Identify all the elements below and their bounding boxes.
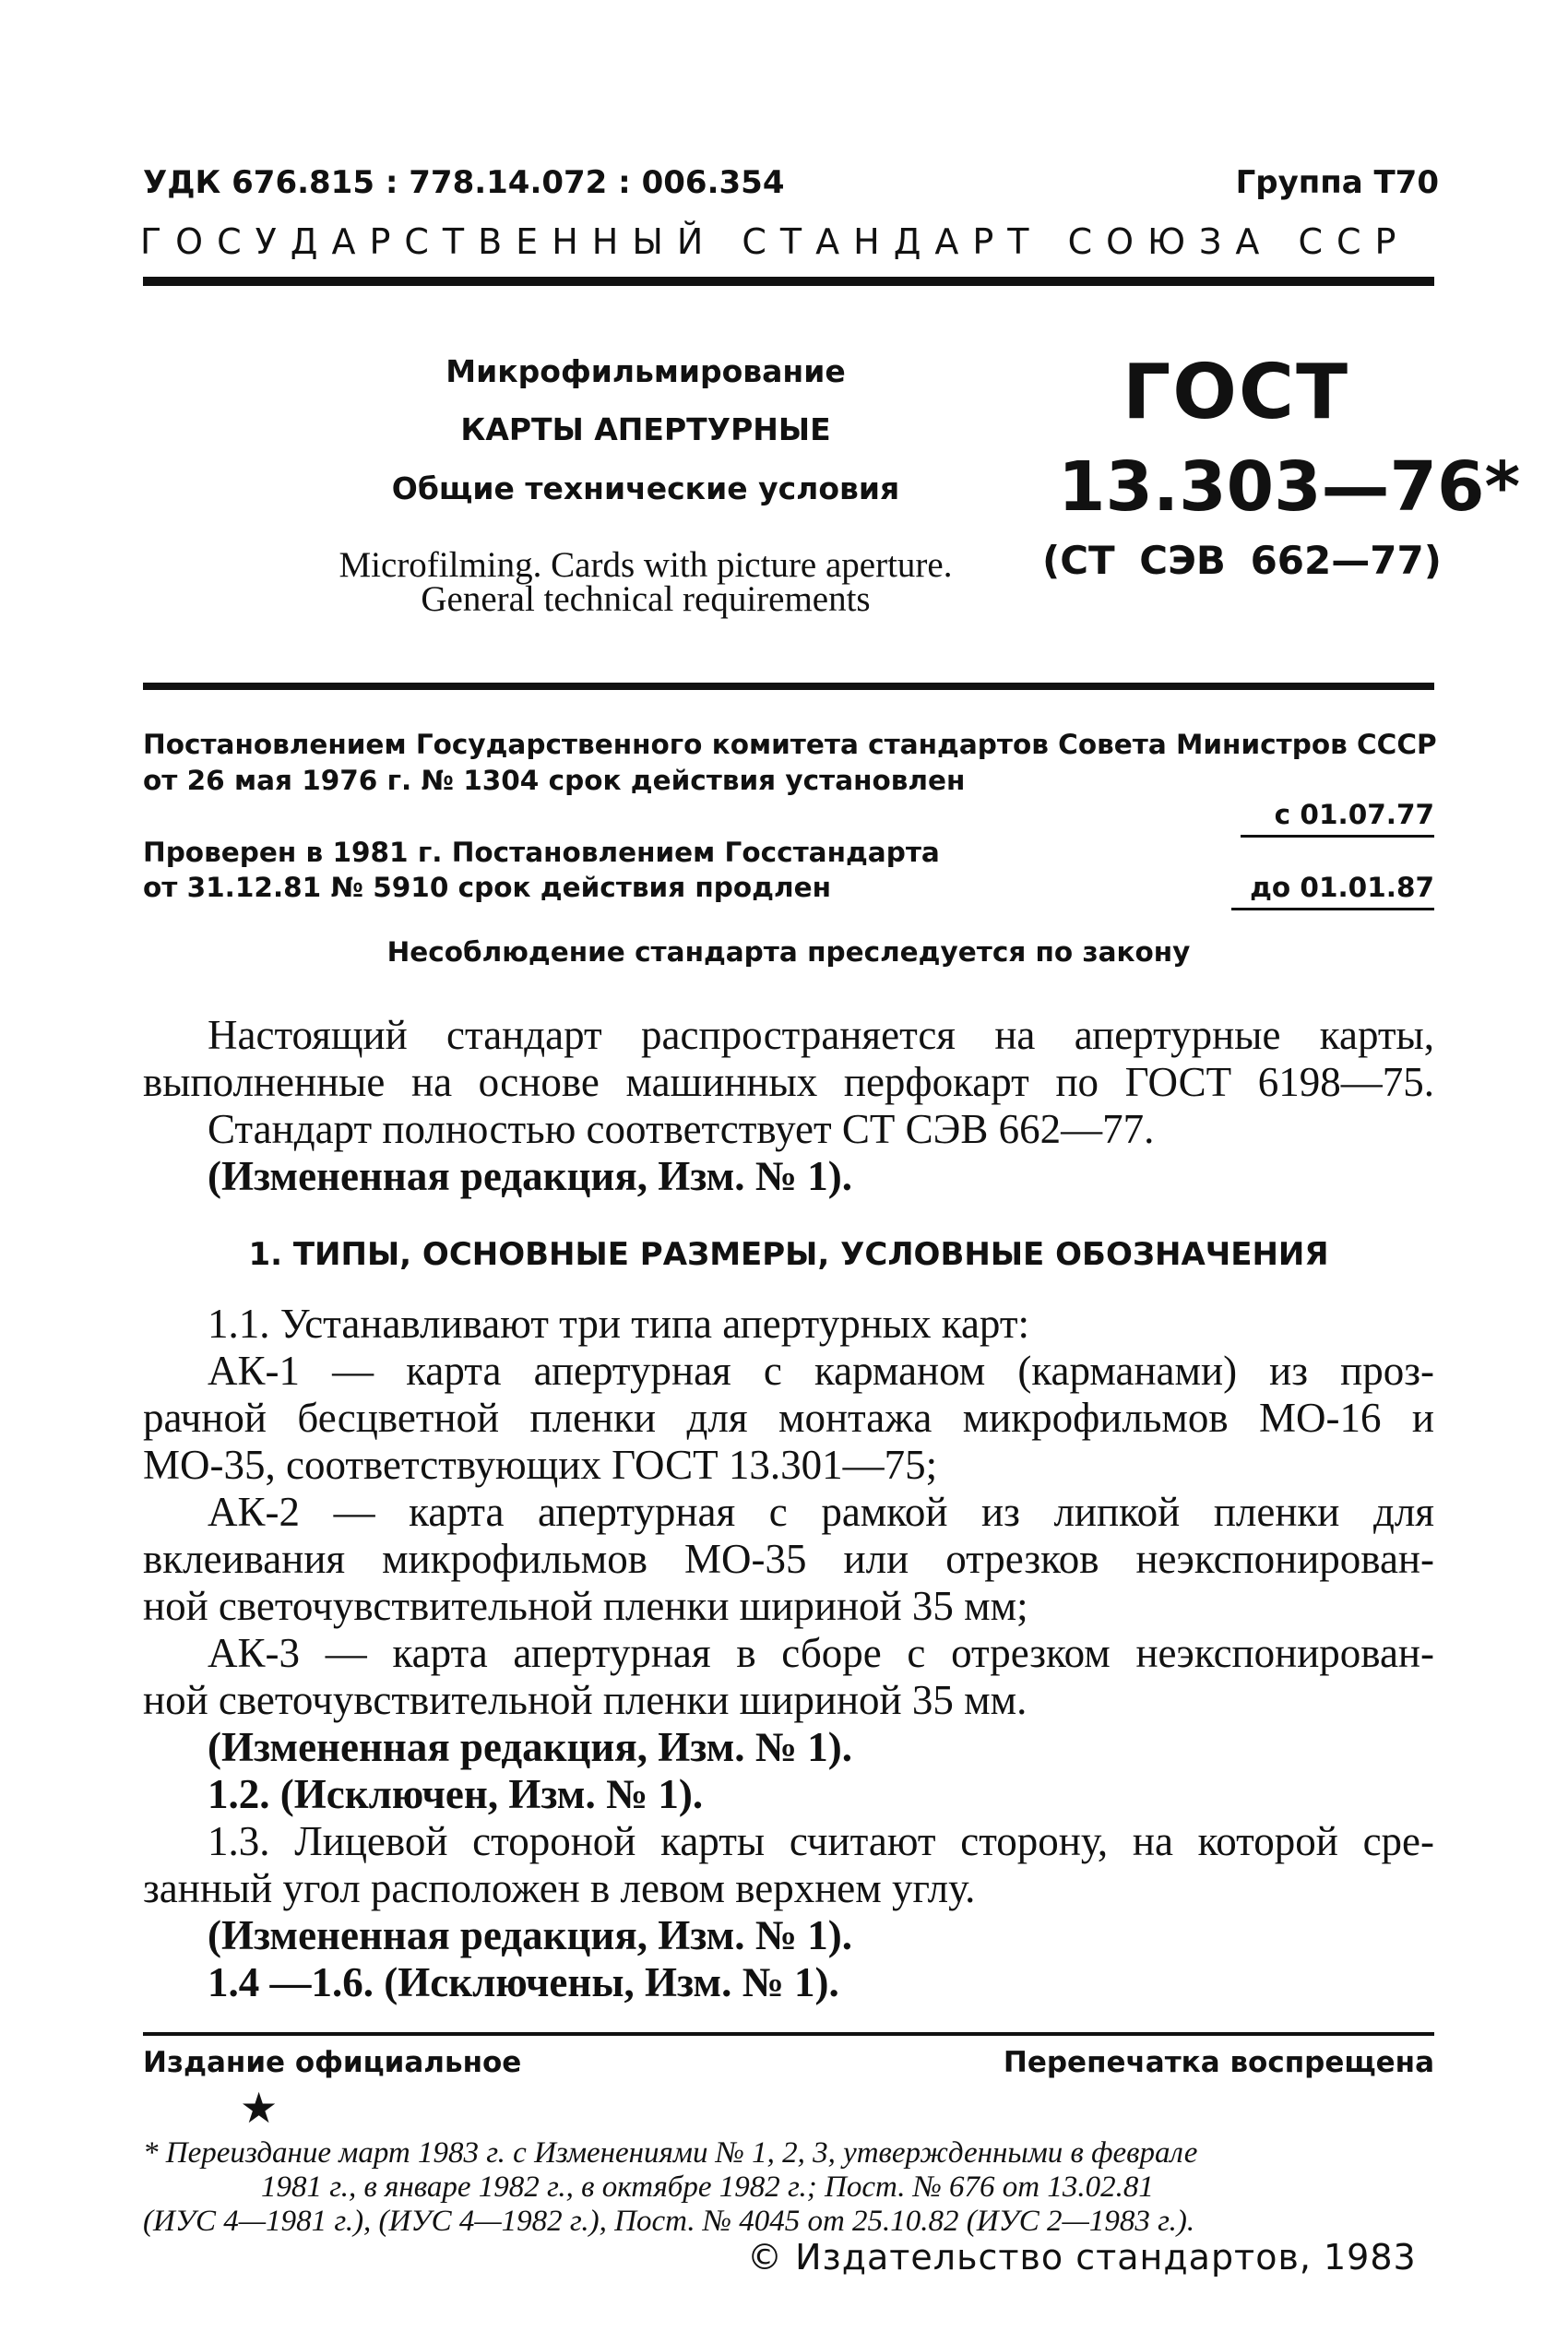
clause-line: АК-2 — карта апертурная с рамкой из липкой пленки для <box>208 1489 1434 1535</box>
decree-line1: Постановлением Государственного комитета стандартов Совета Министров СССР <box>143 729 1437 760</box>
compliance-warning: Несоблюдение стандарта преследуется по закону <box>386 936 1191 968</box>
udk-code: УДК 676.815 : 778.14.072 : 006.354 <box>143 164 785 201</box>
copyright: © Издательство стандартов, 1983 <box>747 2237 1417 2277</box>
clause-line: рачной бесцветной пленки для монтажа микрофильмов МО-16 и <box>143 1395 1434 1441</box>
decree-line2: от 26 мая 1976 г. № 1304 срок действия установлен <box>143 765 966 796</box>
english-title-line2: General technical requirements <box>421 579 871 619</box>
star-icon: ★ <box>240 2083 279 2133</box>
state-standard-banner: ГОСУДАРСТВЕННЫЙ СТАНДАРТ СОЮЗА ССР <box>140 221 1410 262</box>
checked-line2: от 31.12.81 № 5910 срок действия продлен <box>143 872 831 903</box>
group-code: Группа Т70 <box>1235 164 1439 201</box>
intro-line: Настоящий стандарт распространяется на апертурные карты, <box>208 1012 1434 1058</box>
english-title-line1: Microfilming. Cards with picture aperture. <box>339 545 953 585</box>
section-heading: 1. ТИПЫ, ОСНОВНЫЕ РАЗМЕРЫ, УСЛОВНЫЕ ОБОЗНАЧЕНИЯ <box>248 1236 1329 1273</box>
intro-paragraph <box>143 1012 1434 1200</box>
clause-line: вклеивания микрофильмов МО-35 или отрезков неэкспонирован- <box>143 1536 1434 1582</box>
clause-line: МО-35, соответствующих ГОСТ 13.301—75; <box>143 1442 938 1488</box>
amendment-note: (Измененная редакция, Изм. № 1). <box>208 1724 853 1770</box>
amendment-note: 1.4 —1.6. (Исключены, Изм. № 1). <box>208 1959 839 2005</box>
clause-line: 1.3. Лицевой стороной карты считают сторону, на которой сре- <box>208 1818 1434 1864</box>
intro-amendment-note: (Измененная редакция, Изм. № 1). <box>208 1153 853 1199</box>
subject-heading: Микрофильмирование <box>445 353 846 389</box>
section1-body <box>143 1301 1434 2006</box>
valid-to-underline <box>1231 908 1434 910</box>
st-sev-reference: (СТ СЭВ 662—77) <box>1042 538 1442 583</box>
clause-line: занный угол расположен в левом верхнем углу. <box>143 1865 976 1911</box>
checked-line1: Проверен в 1981 г. Постановлением Госстандарта <box>143 837 940 868</box>
title-block-rule <box>143 683 1434 690</box>
clause-line: АК-3 — карта апертурная в сборе с отрезком неэкспонирован- <box>208 1630 1434 1676</box>
clause-line: ной светочувствительной пленки шириной 35 мм. <box>143 1677 1028 1723</box>
clause-line: 1.1. Устанавливают три типа апертурных карт: <box>208 1301 1029 1347</box>
valid-to-date: до 01.01.87 <box>1250 872 1434 903</box>
document-subtitle: Общие технические условия <box>391 470 900 506</box>
gost-label: ГОСТ <box>1122 349 1350 436</box>
reissue-note-line1: * Переиздание март 1983 г. с Изменениями № 1, 2, 3, утвержденными в феврале <box>143 2136 1198 2170</box>
reissue-note-line2: 1981 г., в январе 1982 г., в октябре 1982 г.; Пост. № 676 от 13.02.81 <box>261 2170 1154 2204</box>
official-edition: Издание официальное <box>143 2046 522 2079</box>
header-rule <box>143 277 1434 286</box>
valid-from-date: с 01.07.77 <box>1274 799 1434 830</box>
amendment-note: 1.2. (Исключен, Изм. № 1). <box>208 1771 704 1817</box>
reprint-prohibited: Перепечатка воспрещена <box>1003 2046 1434 2079</box>
intro-line: Стандарт полностью соответствует СТ СЭВ 662—77. <box>208 1106 1155 1152</box>
footer-rule <box>143 2032 1434 2036</box>
document-title: КАРТЫ АПЕРТУРНЫЕ <box>460 411 831 447</box>
amendment-note: (Измененная редакция, Изм. № 1). <box>208 1912 853 1958</box>
reissue-note-line3: (ИУС 4—1981 г.), (ИУС 4—1982 г.), Пост. № 4045 от 25.10.82 (ИУС 2—1983 г.). <box>143 2205 1195 2238</box>
valid-from-underline <box>1241 835 1434 838</box>
intro-line: выполненные на основе машинных перфокарт по ГОСТ 6198—75. <box>143 1059 1434 1105</box>
clause-line: ной светочувствительной пленки шириной 35 мм; <box>143 1583 1028 1629</box>
gost-number: 13.303—76* <box>1058 447 1521 527</box>
clause-line: АК-1 — карта апертурная с карманом (карманами) из проз- <box>208 1348 1434 1394</box>
